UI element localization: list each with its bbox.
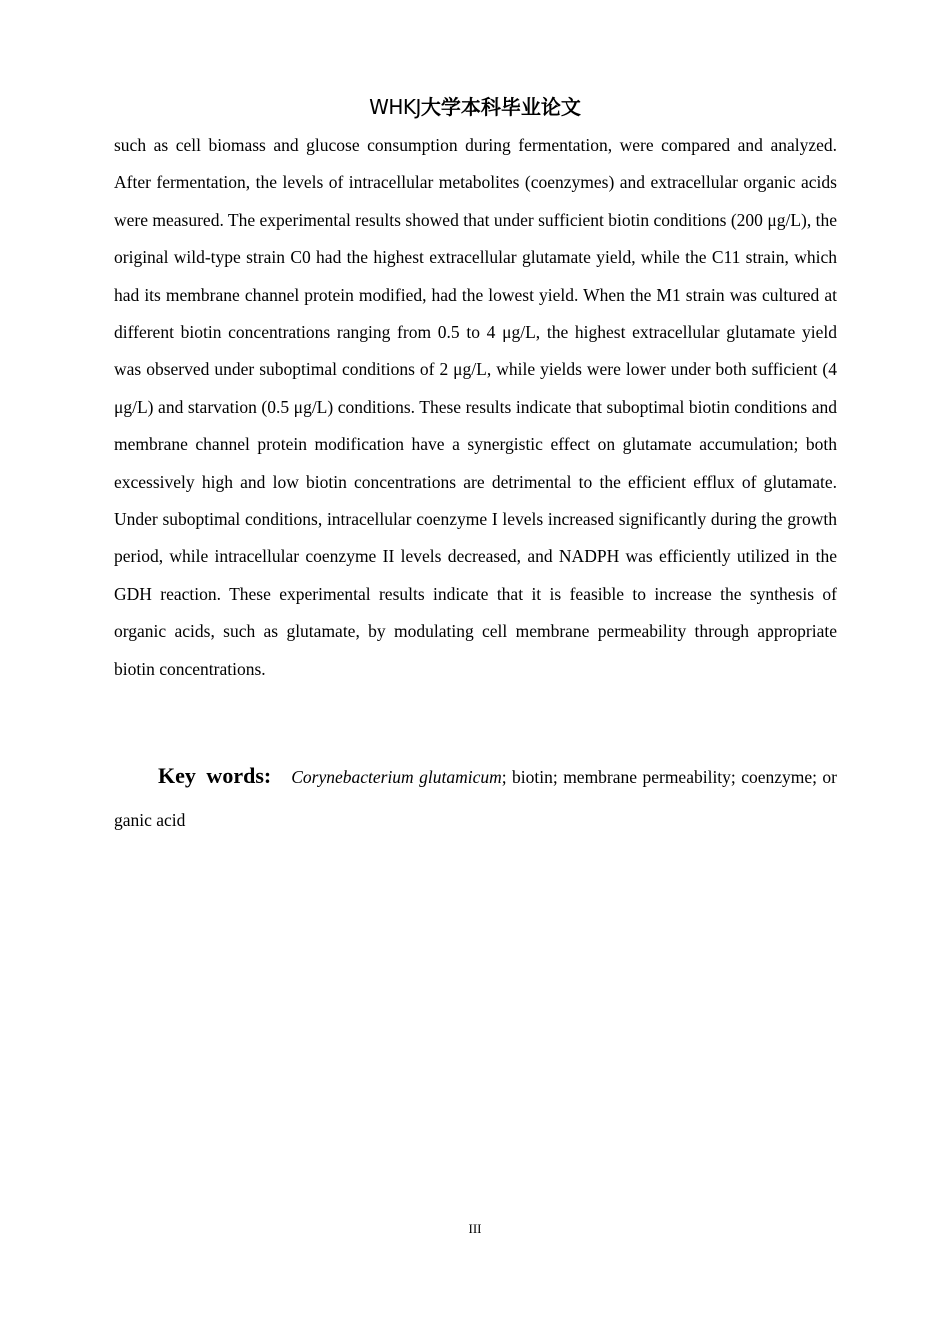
page-header <box>0 94 950 121</box>
page-number: III <box>468 1221 482 1236</box>
header-title: 大学本科毕业论文 <box>420 95 581 119</box>
keyword-species: Corynebacterium glutamicum <box>291 767 502 787</box>
keywords-label: Key words: <box>158 763 272 788</box>
abstract-paragraph: such as cell biomass and glucose consumption during fermentation, were compared and analyzed. After fermentation, the levels of intracellular metabolites (coenzymes) and extracellular organic acids were measured. The experimental results showed that under sufficient biotin conditions (200 μg/L), the original wild-type strain C0 had the highest extracellular glutamate yield, while the C11 strain, which had its membrane channel protein modified, had the lowest yield. When the M1 strain was cultured at different biotin concentrations ranging from 0.5 to 4 μg/L, the highest extracellular glutamate yield was observed under suboptimal conditions of 2 μg/L, while yields were lower under both sufficient (4 μg/L) and starvation (0.5 μg/L) conditions. These results indicate that suboptimal biotin conditions and membrane channel protein modification have a synergistic effect on glutamate accumulation; both excessively high and low biotin concentrations are detrimental to the efficient efflux of glutamate. Under suboptimal conditions, intracellular coenzyme I levels increased significantly during the growth period, while intracellular coenzyme II levels decreased, and NADPH was efficiently utilized in the GDH reaction. These experimental results indicate that it is feasible to increase the synthesis of organic acids, such as glutamate, by modulating cell membrane permeability through appropriate biotin concentrations. <box>114 135 837 679</box>
keywords-line <box>114 754 837 842</box>
header-institution-code: WHKJ <box>369 95 421 119</box>
keyword-list: ; biotin; membrane permeability; coenzyme; organic acid <box>114 767 838 830</box>
